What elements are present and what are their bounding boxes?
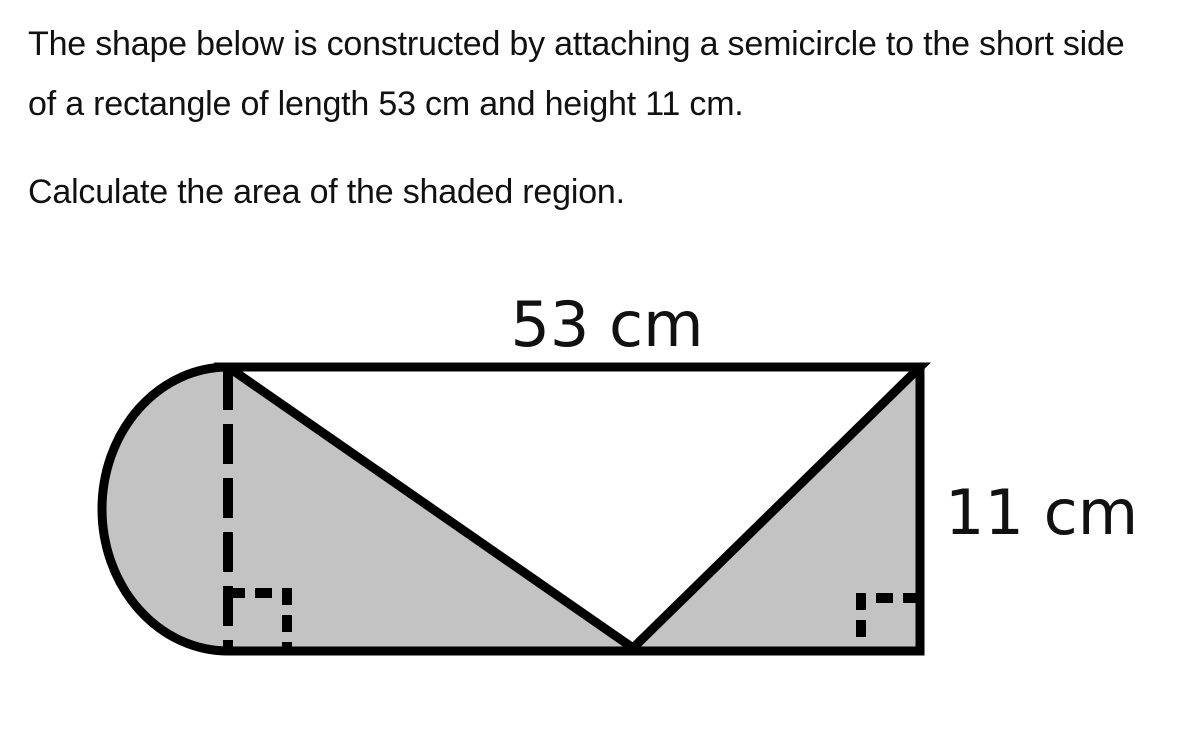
problem-question: Calculate the area of the shaded region.: [28, 173, 625, 211]
problem-statement-line-2: of a rectangle of length 53 cm and height 11 cm.: [28, 85, 744, 123]
width-dimension-label: 53 cm: [510, 288, 704, 361]
semicircle-shape: [102, 367, 228, 651]
problem-statement-line-1: The shape below is constructed by attaching a semicircle to the short side: [28, 25, 1125, 63]
height-dimension-label: 11 cm: [945, 476, 1139, 549]
